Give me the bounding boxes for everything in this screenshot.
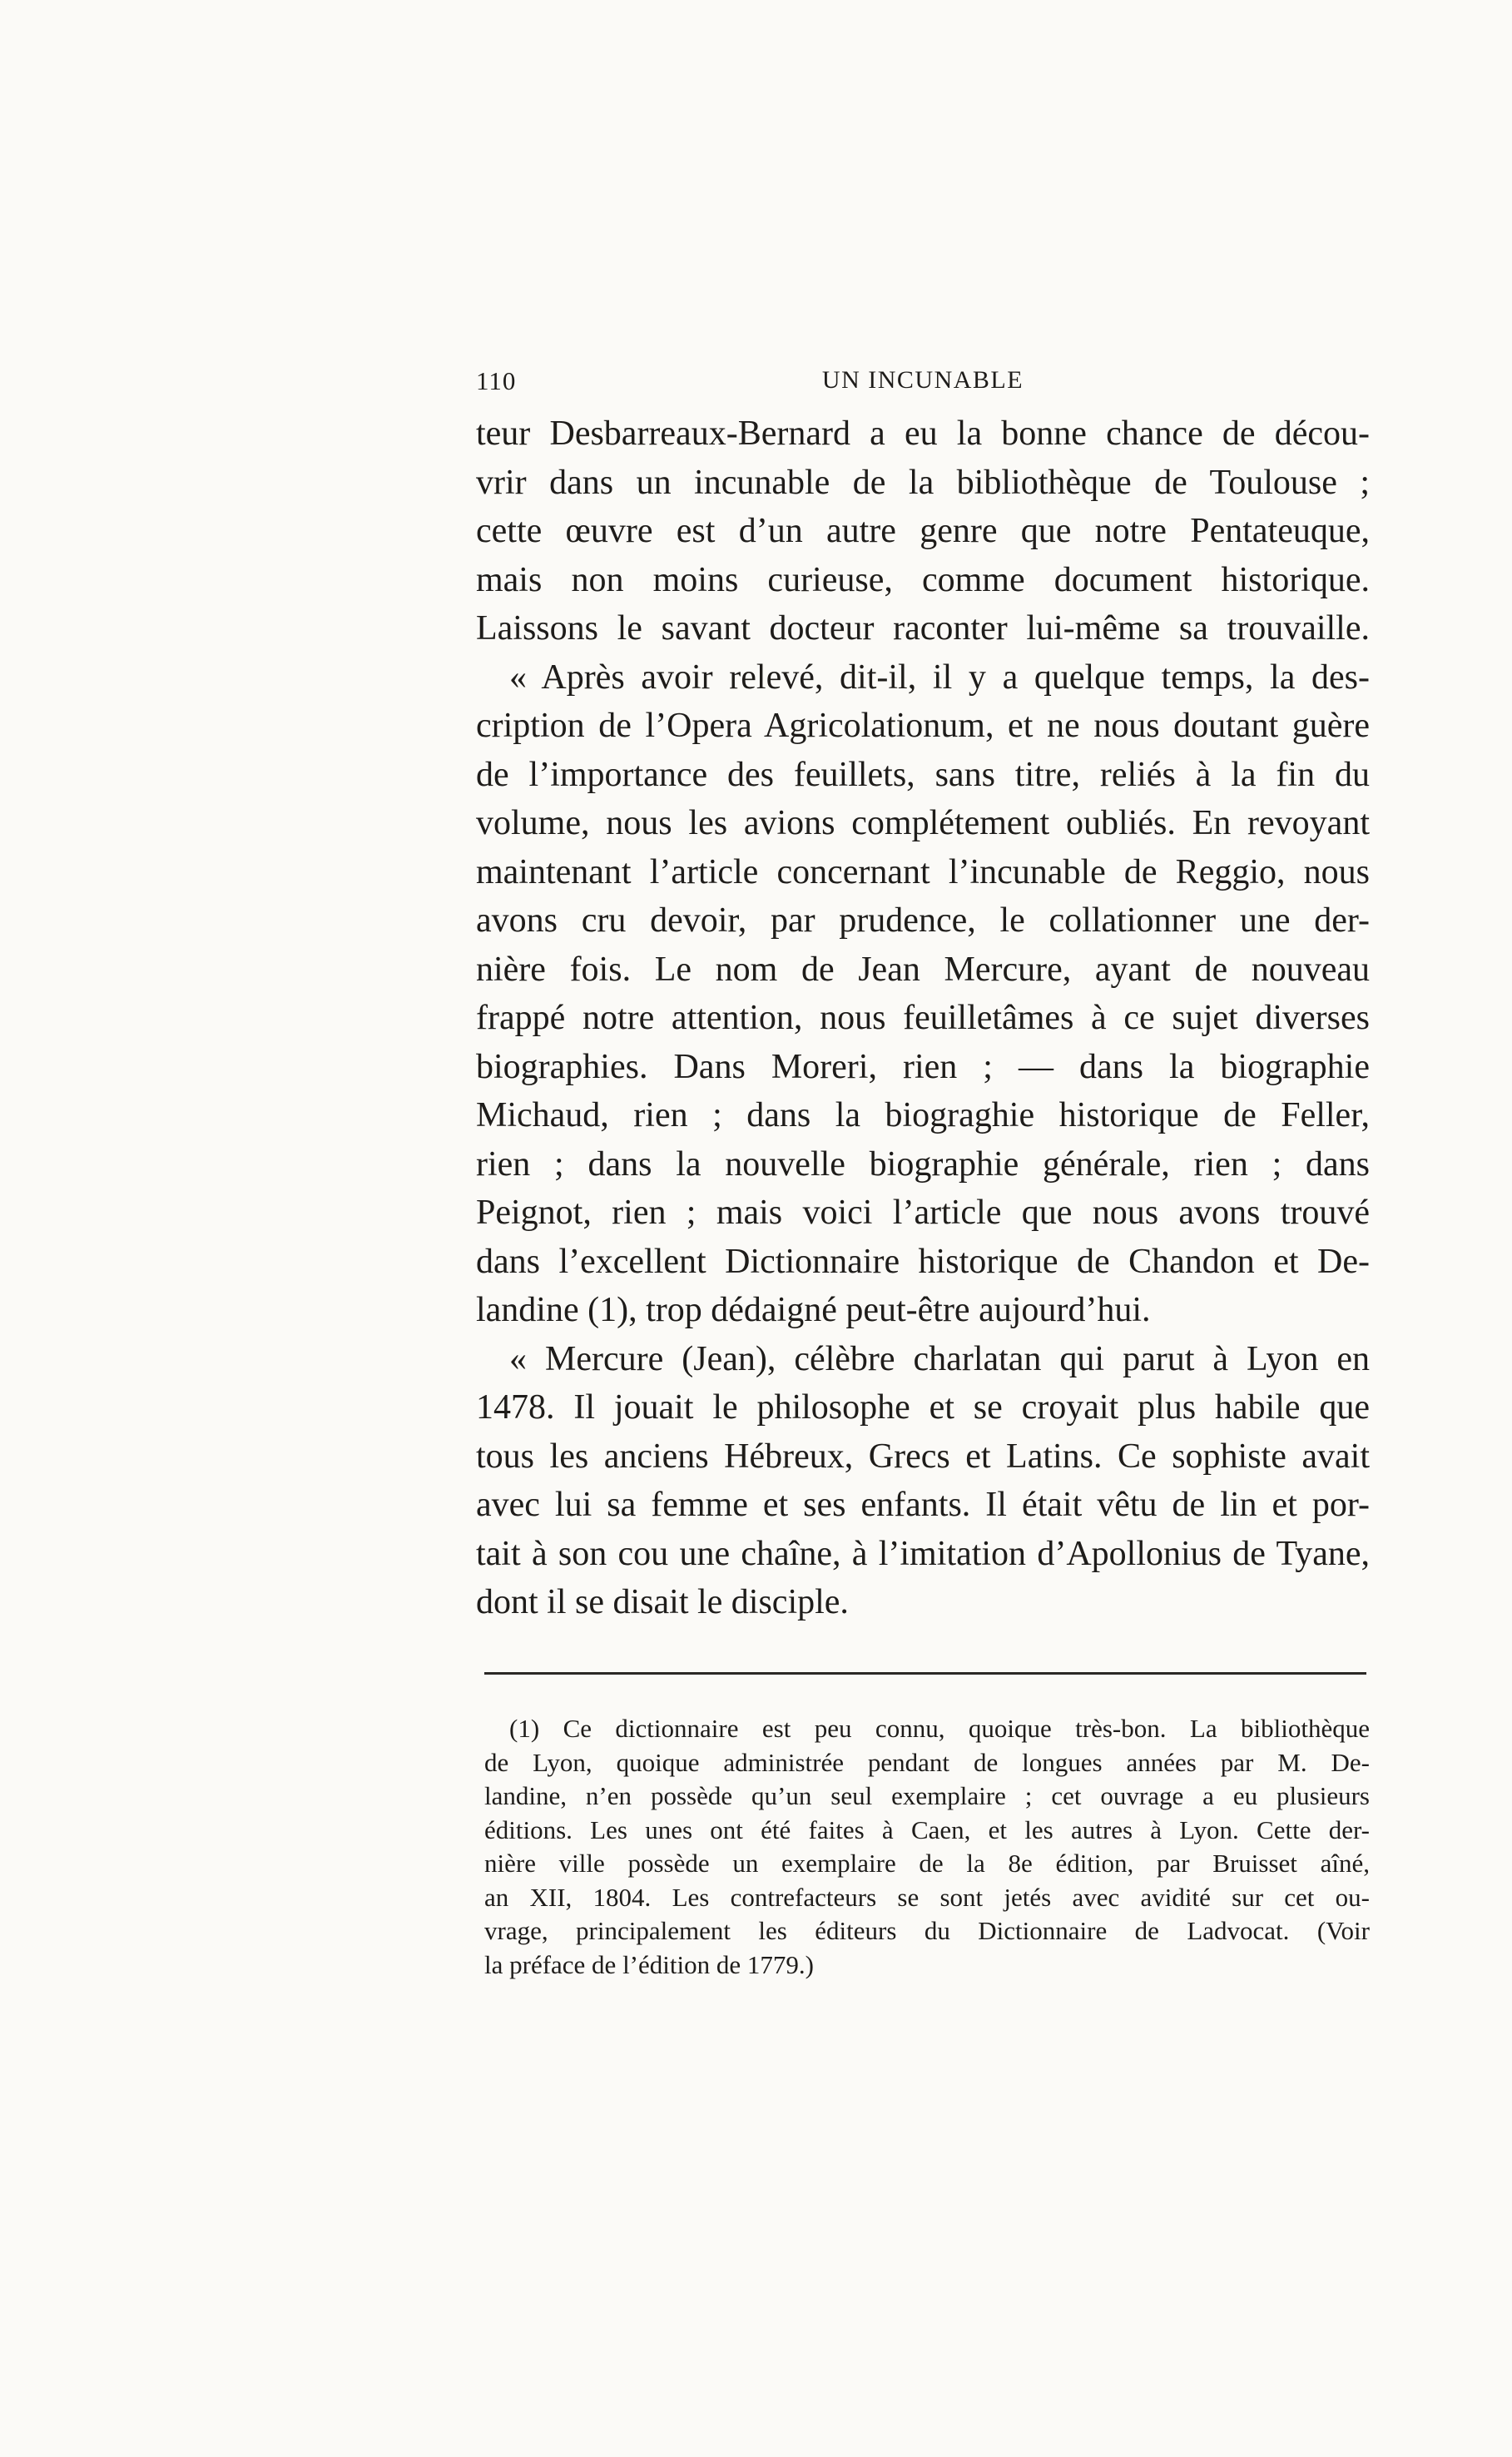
text-line: dans l’excellent Dictionnaire historique de Chandon et De- [476, 1242, 1370, 1281]
text-line: nière fois. Le nom de Jean Mercure, ayant de nouveau [476, 950, 1370, 989]
footnote-line: (1) Ce dictionnaire est peu connu, quoique très-bon. La bibliothèque [509, 1714, 1370, 1743]
footnote-line: an XII, 1804. Les contrefacteurs se sont jetés avec avidité sur cet ou- [484, 1882, 1370, 1912]
text-line: cription de l’Opera Agricolationum, et ne nous doutant guère [476, 707, 1370, 745]
text-line: landine (1), trop dédaigné peut-être aujourd’hui. [476, 1291, 1151, 1329]
text-line: frappé notre attention, nous feuilletâmes à ce sujet diverses [476, 999, 1370, 1037]
text-line: biographies. Dans Moreri, rien ; — dans la biographie [476, 1047, 1370, 1086]
text-line: Laissons le savant docteur raconter lui-même sa trouvaille. [476, 609, 1370, 648]
footnote-divider [484, 1672, 1366, 1675]
footnote-line: landine, n’en possède qu’un seul exemplaire ; cet ouvrage a eu plusieurs [484, 1781, 1370, 1810]
text-line: rien ; dans la nouvelle biographie générale, rien ; dans [476, 1144, 1370, 1184]
text-line: dont il se disait le disciple. [476, 1583, 849, 1621]
text-line: avec lui sa femme et ses enfants. Il était vêtu de lin et por- [476, 1486, 1370, 1524]
text-line: « Après avoir relevé, dit-il, il y a quelque temps, la des- [509, 658, 1370, 697]
text-line: tait à son cou une chaîne, à l’imitation d’Apollonius de Tyane, [476, 1534, 1370, 1573]
text-line: Peignot, rien ; mais voici l’article que nous avons trouvé [476, 1194, 1370, 1232]
text-line: maintenant l’article concernant l’incunable de Reggio, nous [476, 852, 1370, 891]
text-line: tous les anciens Hébreux, Grecs et Latins. Ce sophiste avait [476, 1437, 1370, 1476]
footnote-line: de Lyon, quoique administrée pendant de longues années par M. De- [484, 1747, 1370, 1777]
footnote [484, 1712, 1370, 1982]
text-line: 1478. Il jouait le philosophe et se croyait plus habile que [476, 1388, 1370, 1427]
page-number: 110 [476, 366, 517, 395]
page-header [476, 356, 1370, 403]
text-line: volume, nous les avions complétement oubliés. En revoyant [476, 804, 1370, 842]
text-line: teur Desbarreaux-Bernard a eu la bonne chance de décou- [476, 414, 1370, 453]
footnote-line: vrage, principalement les éditeurs du Dictionnaire de Ladvocat. (Voir [484, 1916, 1370, 1945]
footnote-line: nière ville possède un exemplaire de la 8e édition, par Bruisset aîné, [484, 1849, 1370, 1878]
text-line: avons cru devoir, par prudence, le collationner une der- [476, 901, 1370, 940]
text-line: « Mercure (Jean), célèbre charlatan qui parut à Lyon en [509, 1339, 1370, 1378]
text-line: cette œuvre est d’un autre genre que notre Pentateuque, [476, 512, 1370, 550]
text-line: vrir dans un incunable de la bibliothèque de Toulouse ; [476, 463, 1370, 502]
text-line: de l’importance des feuillets, sans titre, reliés à la fin du [476, 755, 1370, 794]
running-title: UN INCUNABLE [821, 366, 1024, 394]
text-line: Michaud, rien ; dans la biograghie historique de Feller, [476, 1096, 1370, 1134]
text-line: mais non moins curieuse, comme document historique. [476, 560, 1370, 599]
footnote-line: la préface de l’édition de 1779.) [484, 1949, 814, 1979]
main-text [476, 410, 1370, 1627]
footnote-line: éditions. Les unes ont été faites à Caen, et les autres à Lyon. Cette der- [484, 1814, 1370, 1844]
